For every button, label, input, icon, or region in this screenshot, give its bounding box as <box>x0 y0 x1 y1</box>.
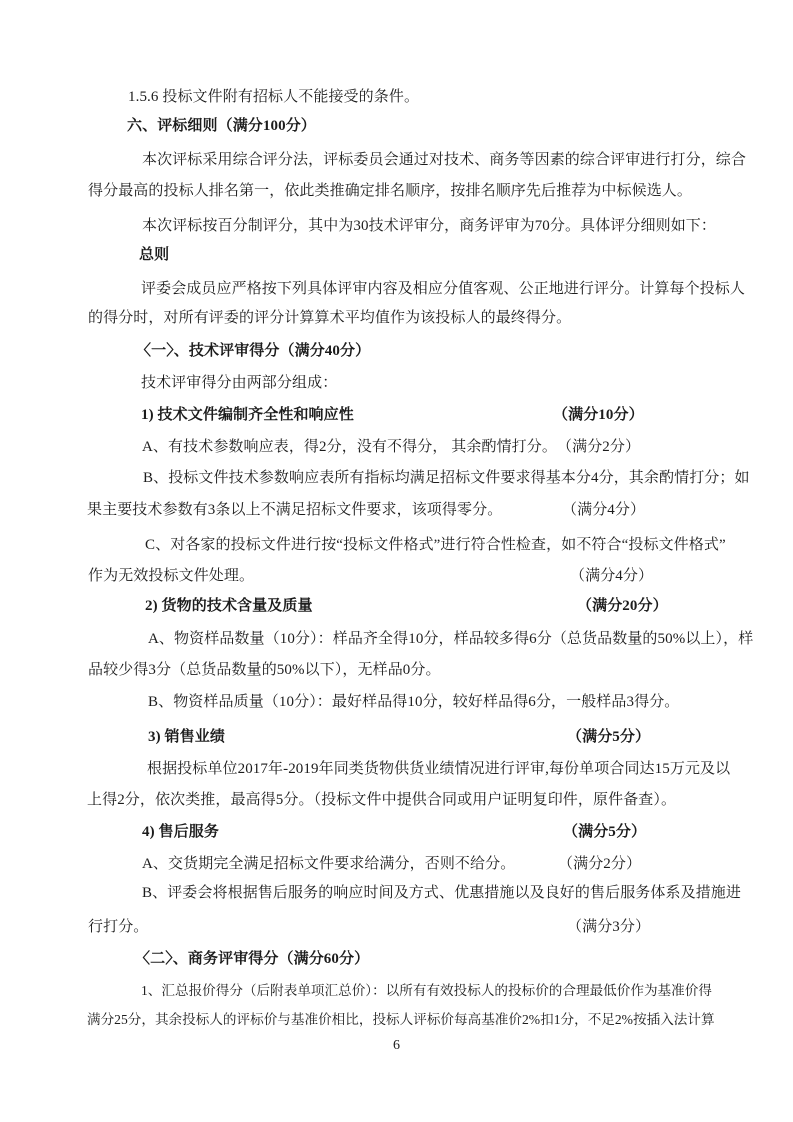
text-line <box>0 535 793 557</box>
heading-line <box>0 245 793 267</box>
text-line <box>0 181 793 203</box>
line-text: C、对各家的投标文件进行按“投标文件格式”进行符合性检查，如不符合“投标文件格式” <box>145 537 726 553</box>
heading-line <box>0 822 793 844</box>
score-label: （满分4分） <box>570 568 654 584</box>
line-text: 评委会成员应严格按下列具体评审内容及相应分值客观、公正地进行评分。计算每个投标人 <box>141 281 746 297</box>
text-line <box>0 87 793 109</box>
heading-text: 六、评标细则（满分100分） <box>127 118 316 134</box>
score-label: （满分20分） <box>577 598 668 614</box>
text-line <box>0 759 793 781</box>
text-line <box>0 790 793 812</box>
heading-line <box>0 596 793 618</box>
heading-text: 2) 货物的技术含量及质量 <box>145 598 313 614</box>
text-line <box>0 883 793 905</box>
line-text: B、投标文件技术参数响应表所有指标均满足招标文件要求得基本分4分，其余酌情打分；如 <box>143 470 750 486</box>
line-text: 上得2分，依次类推，最高得5分。（投标文件中提供合同或用户证明复印件，原件备查）。 <box>87 792 677 808</box>
line-text: 本次评标按百分制评分，其中为30技术评审分，商务评审为70分。具体评分细则如下： <box>142 218 717 234</box>
score-label: （满分5分） <box>563 824 647 840</box>
text-line <box>0 216 793 238</box>
heading-text: 总则 <box>139 247 170 263</box>
line-text: 1、汇总报价得分（后附表单项汇总价）：以所有有效投标人的投标价的合理最低价作为基准价得 <box>141 983 712 998</box>
line-text: 技术评审得分由两部分组成： <box>141 375 338 391</box>
score-label: （满分10分） <box>553 407 644 423</box>
line-text: 得分最高的投标人排名第一，依此类推确定排名顺序，按排名顺序先后推荐为中标候选人。 <box>88 183 693 199</box>
text-line <box>0 468 793 490</box>
heading-text: 4) 售后服务 <box>142 824 219 840</box>
text-line <box>0 854 793 876</box>
score-label: （满分3分） <box>567 919 651 935</box>
line-text: 果主要技术参数有3条以上不满足招标文件要求，该项得零分。 <box>87 502 503 518</box>
score-label: （满分2分） <box>558 856 642 872</box>
line-text: B、评委会将根据售后服务的响应时间及方式、优惠措施以及良好的售后服务体系及措施进 <box>142 885 742 901</box>
score-label: （满分4分） <box>562 502 646 518</box>
heading-text: 3) 销售业绩 <box>148 729 225 745</box>
text-line <box>0 981 793 1003</box>
score-label: （满分2分） <box>557 439 641 455</box>
score-label: （满分5分） <box>567 729 651 745</box>
heading-line <box>0 116 793 138</box>
text-line <box>0 308 793 330</box>
line-text: A、交货期完全满足招标文件要求给满分，否则不给分。 <box>142 856 516 872</box>
heading-line <box>0 341 793 363</box>
line-text: 的得分时，对所有评委的评分计算算术平均值作为该投标人的最终得分。 <box>88 310 572 326</box>
line-text: A、物资样品数量（10分）：样品齐全得10分，样品较多得6分（总货品数量的50%以上），样 <box>148 631 754 647</box>
line-text: 满分25分，其余投标人的评标价与基准价相比，投标人评标价每高基准价2%扣1分，不足2%按插入法计算 <box>87 1012 715 1027</box>
text-line <box>0 629 793 651</box>
heading-text: 〈二〉、商务评审得分（满分60分） <box>135 951 370 967</box>
heading-text: 1) 技术文件编制齐全性和响应性 <box>141 407 354 423</box>
line-text: 1.5.6 投标文件附有招标人不能接受的条件。 <box>128 89 420 105</box>
line-text: 品较少得3分（总货品数量的50%以下），无样品0分。 <box>88 662 441 678</box>
text-line <box>0 1010 793 1032</box>
text-line <box>0 500 793 522</box>
heading-line <box>0 949 793 971</box>
heading-line <box>0 405 793 427</box>
text-line <box>0 692 793 714</box>
text-line <box>0 917 793 939</box>
line-text: 作为无效投标文件处理。 <box>88 568 255 584</box>
line-text: 根据投标单位2017年-2019年同类货物供货业绩情况进行评审,每份单项合同达15万元及以 <box>147 761 731 777</box>
text-line <box>0 279 793 301</box>
text-line <box>0 566 793 588</box>
line-text: A、有技术参数响应表，得2分，没有不得分， 其余酌情打分。 <box>142 439 557 455</box>
line-text: 本次评标采用综合评分法，评标委员会通过对技术、商务等因素的综合评审进行打分，综合 <box>142 152 747 168</box>
text-line <box>0 150 793 172</box>
page-number: 6 <box>393 1038 400 1053</box>
heading-text: 〈一〉、技术评审得分（满分40分） <box>136 343 371 359</box>
line-text: B、物资样品质量（10分）：最好样品得10分，较好样品得6分，一般样品3得分。 <box>148 694 680 710</box>
heading-line <box>0 727 793 749</box>
text-line <box>0 373 793 395</box>
text-line <box>0 437 793 459</box>
text-line <box>0 660 793 682</box>
line-text: 行打分。 <box>88 919 149 935</box>
